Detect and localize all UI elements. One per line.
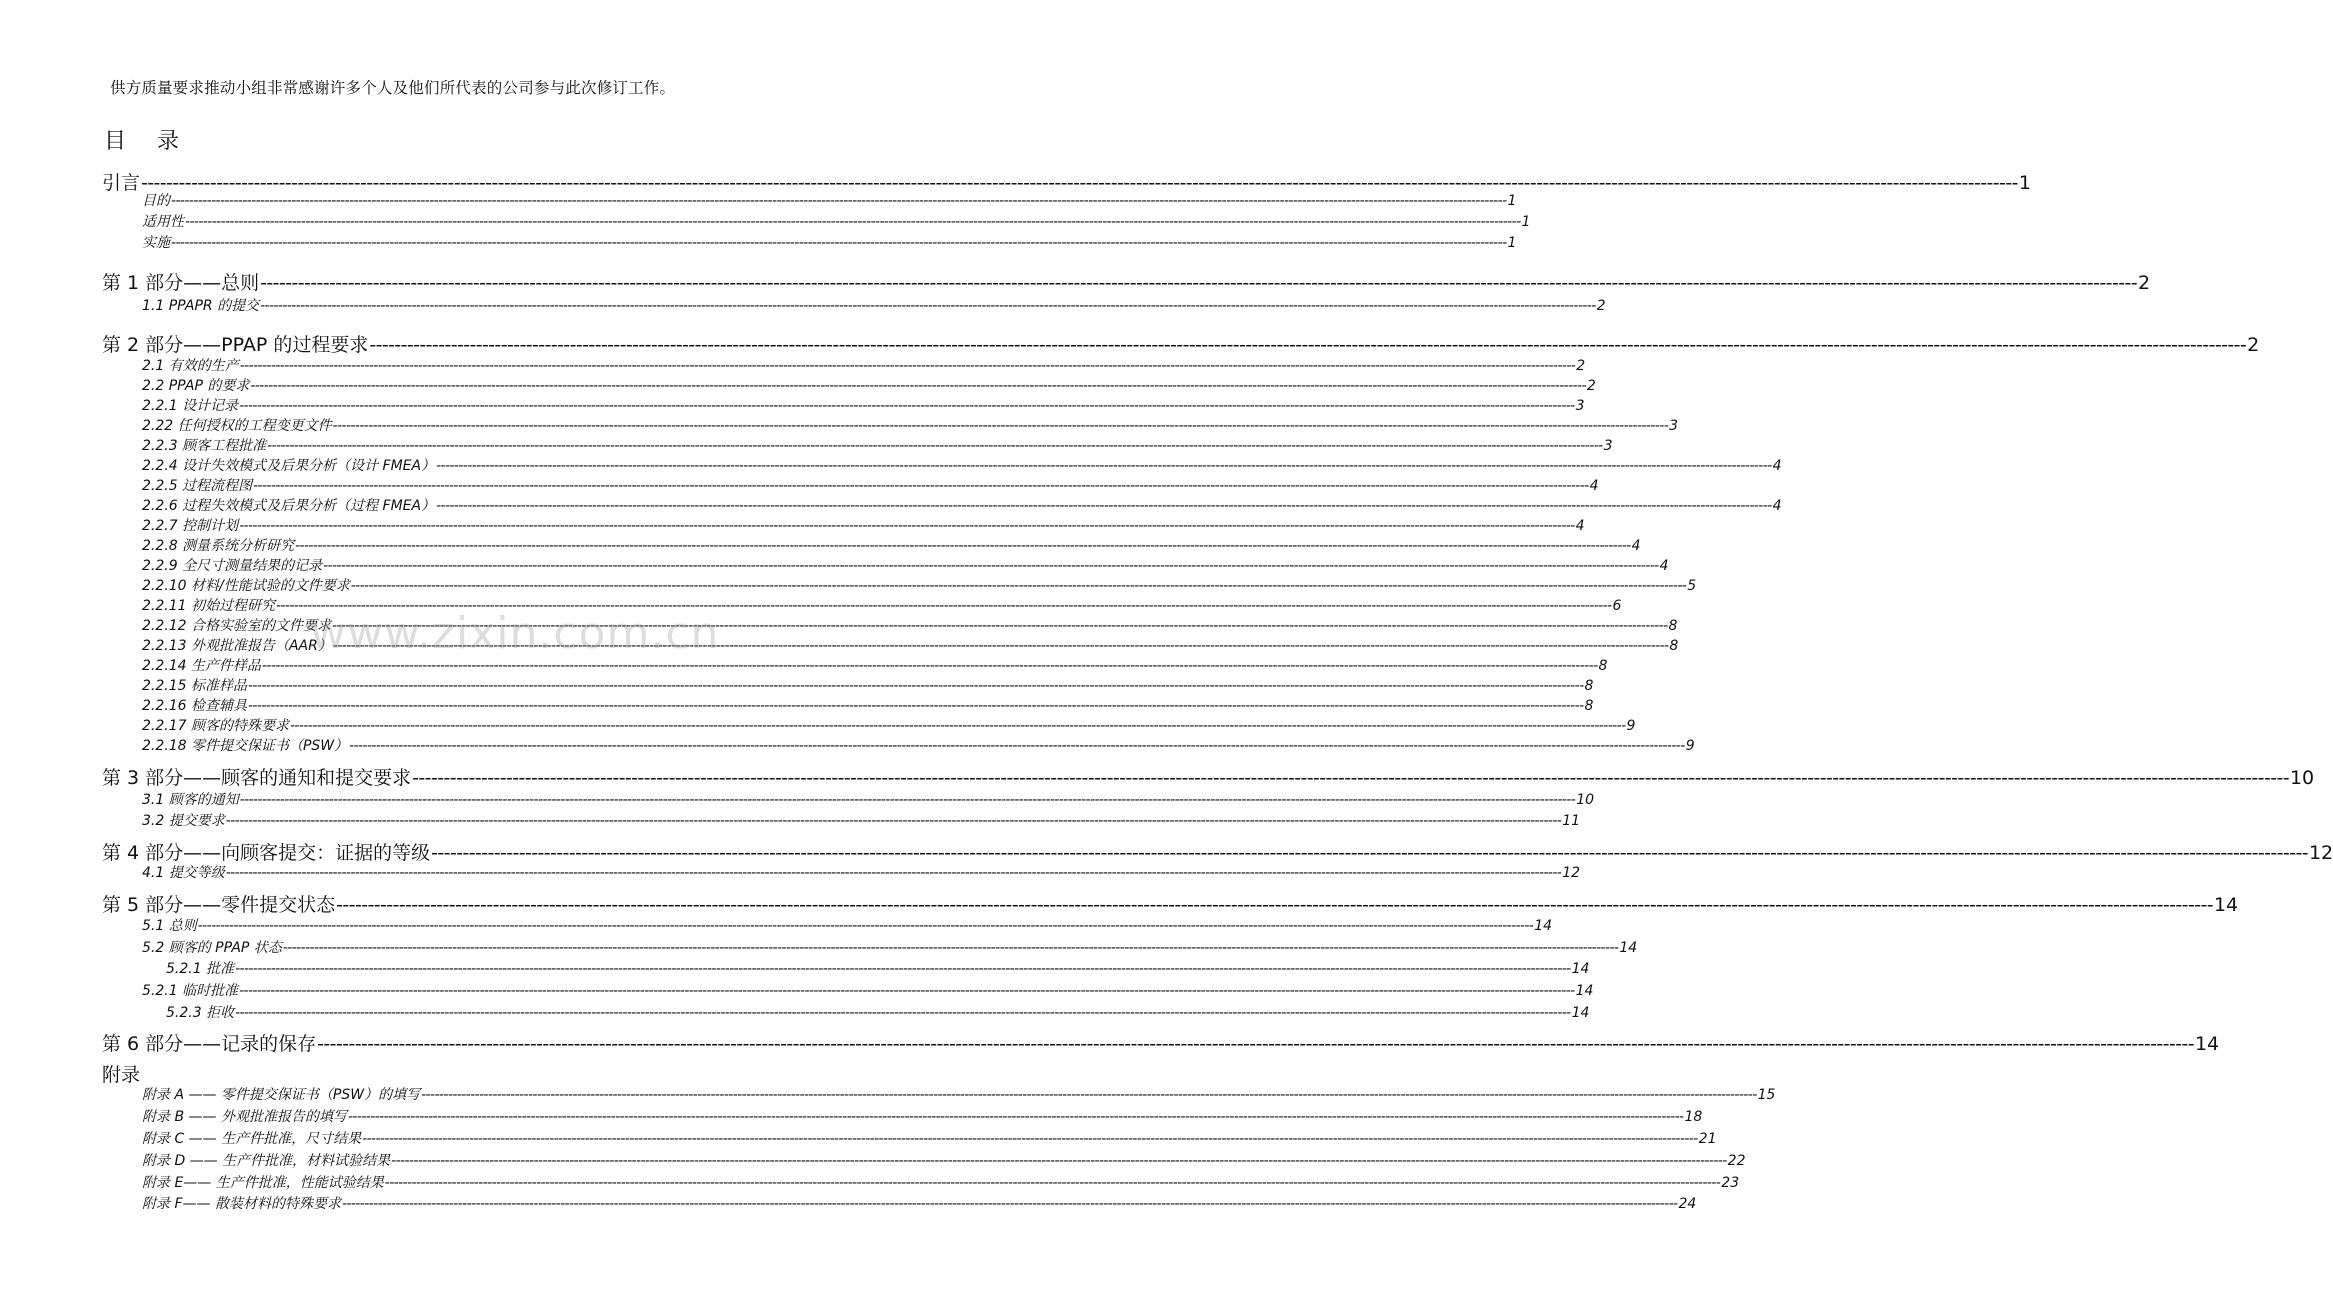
toc-leader-dashes: ------------------------------------------------------------------------------------------------------------------------------------------------------------------------------------------------------------------------------------------------------------------------------------------------------------ [261, 658, 1598, 674]
toc-chapter[interactable] [102, 838, 2333, 865]
toc-label: 3.1 顾客的通知 [142, 792, 239, 808]
toc-page-number: 8 [1598, 658, 1608, 674]
toc-leader-dashes: ------------------------------------------------------------------------------------------------------------------------------------------------------------------------------------------------------------------------------------------------------------------------------------------------------------ [171, 235, 1507, 251]
toc-leader-dashes: ------------------------------------------------------------------------------------------------------------------------------------------------------------------------------------------------------------------------------------------------------------------------------------------------------------ [332, 638, 1669, 654]
toc-appendix-heading[interactable] [102, 1060, 798, 1087]
toc-chapter[interactable] [102, 268, 2151, 295]
toc-leader-dashes: ------------------------------------------------------------------------------------------------------------------------------------------------------------------------------------------------------------------------------------------------------------------------------------------------------------ [185, 214, 1521, 230]
toc-leader-dashes: ------------------------------------------------------------------------------------------------------------------------------------------------------------------------------------------------------------------------------------------------------------------------------------------------------------ [349, 738, 1685, 754]
toc-page-number: 2 [2137, 272, 2151, 294]
toc-entry[interactable] [142, 232, 1517, 252]
toc-leader-dashes: ------------------------------------------------------------------------------------------------------------------------------------------------------------------------------------------------------------------------------------------------------------------------------------------------------------ [267, 438, 1603, 454]
toc-leader-dashes: ------------------------------------------------------------------------------------------------------------------------------------------------------------------------------------------------------------------------------------------------------------------------------------------------------------ [225, 865, 1562, 881]
toc-leader-dashes: ------------------------------------------------------------------------------------------------------------------------------------------------------------------------------------------------------------------------------------------------------------------------------------------------------------ [336, 894, 2213, 916]
toc-label: 5.2.1 临时批准 [142, 983, 239, 999]
toc-entry[interactable] [142, 555, 1669, 575]
toc-label: 第 1 部分——总则 [102, 272, 260, 294]
toc-label: 附录 E—— 生产件批准，性能试验结果 [142, 1175, 384, 1191]
toc-leader-dashes: ------------------------------------------------------------------------------------------------------------------------------------------------------------------------------------------------------------------------------------------------------------------------------------------------------------ [362, 1131, 1698, 1147]
toc-leader-dashes: ------------------------------------------------------------------------------------------------------------------------------------------------------------------------------------------------------------------------------------------------------------------------------------------------------------ [436, 498, 1772, 514]
toc-leader-dashes: ------------------------------------------------------------------------------------------------------------------------------------------------------------------------------------------------------------------------------------------------------------------------------------------------------------ [282, 940, 1619, 956]
toc-page-number: 3 [1603, 438, 1613, 454]
toc-label: 2.2.14 生产件样品 [142, 658, 261, 674]
toc-label: 5.2.3 拒收 [166, 1005, 235, 1021]
toc-leader-dashes: ------------------------------------------------------------------------------------------------------------------------------------------------------------------------------------------------------------------------------------------------------------------------------------------------------------ [197, 918, 1534, 934]
toc-page-number: 4 [1659, 558, 1669, 574]
toc-page-number: 8 [1668, 618, 1678, 634]
toc-entry[interactable] [142, 615, 1678, 635]
toc-label: 附录 B —— 外观批准报告的填写 [142, 1109, 347, 1125]
toc-page-number: 3 [1575, 398, 1585, 414]
toc-label: 1.1 PPAPR 的提交 [142, 298, 260, 314]
toc-page-number: 1 [1507, 235, 1517, 251]
toc-leader-dashes: ------------------------------------------------------------------------------------------------------------------------------------------------------------------------------------------------------------------------------------------------------------------------------------------------------------ [247, 698, 1584, 714]
toc-entry[interactable] [166, 958, 1590, 978]
toc-label: 2.2.10 材料/性能试验的文件要求 [142, 578, 350, 594]
toc-label: 2.22 任何授权的工程变更文件 [142, 418, 332, 434]
toc-label: 3.2 提交要求 [142, 813, 225, 829]
toc-entry[interactable] [142, 415, 1679, 435]
toc-page-number: 14 [1571, 1005, 1590, 1021]
toc-leader-dashes: ------------------------------------------------------------------------------------------------------------------------------------------------------------------------------------------------------------------------------------------------------------------------------------------------------------ [235, 961, 1571, 977]
toc-entry[interactable] [166, 1002, 1590, 1022]
toc-label: 附录 F—— 散装材料的特殊要求 [142, 1196, 341, 1212]
toc-entry[interactable] [142, 355, 1586, 375]
toc-page-number: 8 [1584, 678, 1594, 694]
toc-label: 附录 [102, 1064, 141, 1086]
toc-label: 引言 [102, 172, 141, 194]
toc-entry[interactable] [142, 475, 1599, 495]
toc-page-number: 12 [1562, 865, 1581, 881]
toc-label: 2.2.11 初始过程研究 [142, 598, 275, 614]
toc-chapter[interactable] [102, 1029, 2220, 1056]
toc-label: 2.2.6 过程失效模式及后果分析（过程 FMEA） [142, 498, 436, 514]
toc-leader-dashes: ------------------------------------------------------------------------------------------------------------------------------------------------------------------------------------------------------------------------------------------------------------------------------------------------------------ [247, 678, 1584, 694]
toc-leader-dashes: ------------------------------------------------------------------------------------------------------------------------------------------------------------------------------------------------------------------------------------------------------------------------------------------------------------ [347, 1109, 1684, 1125]
toc-page-number: 2 [1596, 298, 1606, 314]
toc-entry[interactable] [142, 862, 1581, 882]
toc-leader-dashes: ------------------------------------------------------------------------------------------------------------------------------------------------------------------------------------------------------------------------------------------------------------------------------------------------------------ [384, 1175, 1721, 1191]
toc-entry[interactable] [142, 655, 1608, 675]
toc-page-number: 14 [1575, 983, 1594, 999]
toc-label: 2.2.15 标准样品 [142, 678, 247, 694]
toc-label: 5.2.1 批准 [166, 961, 235, 977]
toc-page-number: 14 [1571, 961, 1590, 977]
toc-label: 2.2.4 设计失效模式及后果分析（设计 FMEA） [142, 458, 436, 474]
toc-label: 第 4 部分——向顾客提交：证据的等级 [102, 842, 431, 864]
toc-page-number: 2 [1576, 358, 1586, 374]
toc-leader-dashes: ------------------------------------------------------------------------------------------------------------------------------------------------------------------------------------------------------------------------------------------------------------------------------------------------------------ [436, 458, 1772, 474]
toc-page-number: 4 [1589, 478, 1599, 494]
toc-leader-dashes: ------------------------------------------------------------------------------------------------------------------------------------------------------------------------------------------------------------------------------------------------------------------------------------------------------------ [350, 578, 1687, 594]
toc-leader-dashes: ------------------------------------------------------------------------------------------------------------------------------------------------------------------------------------------------------------------------------------------------------------------------------------------------------------ [141, 172, 2018, 194]
toc-label: 2.2.9 全尺寸测量结果的记录 [142, 558, 323, 574]
toc-leader-dashes: ------------------------------------------------------------------------------------------------------------------------------------------------------------------------------------------------------------------------------------------------------------------------------------------------------------ [391, 1153, 1727, 1169]
toc-chapter[interactable] [102, 890, 2239, 917]
toc-leader-dashes: ------------------------------------------------------------------------------------------------------------------------------------------------------------------------------------------------------------------------------------------------------------------------------------------------------------ [239, 792, 1576, 808]
toc-leader-dashes: ------------------------------------------------------------------------------------------------------------------------------------------------------------------------------------------------------------------------------------------------------------------------------------------------------------ [239, 358, 1576, 374]
toc-label: 第 3 部分——顾客的通知和提交要求 [102, 767, 412, 789]
toc-label: 5.2 顾客的 PPAP 状态 [142, 940, 282, 956]
toc-label: 2.2.12 合格实验室的文件要求 [142, 618, 331, 634]
toc-label: 第 2 部分——PPAP 的过程要求 [102, 334, 369, 356]
toc-entry[interactable] [142, 810, 1581, 830]
toc-page-number: 22 [1727, 1153, 1746, 1169]
toc-page-number: 9 [1685, 738, 1695, 754]
toc-entry[interactable] [142, 937, 1638, 957]
toc-entry[interactable] [142, 455, 1782, 475]
toc-entry[interactable] [142, 715, 1636, 735]
toc-entry[interactable] [142, 1193, 1697, 1213]
toc-chapter[interactable] [102, 330, 2260, 357]
toc-entry[interactable] [142, 190, 1517, 210]
toc-chapter[interactable] [102, 763, 2315, 790]
toc-page-number: 14 [1534, 918, 1553, 934]
toc-page-number: 6 [1612, 598, 1622, 614]
toc-label: 2.2.1 设计记录 [142, 398, 239, 414]
toc-entry[interactable] [142, 395, 1585, 415]
toc-page-number: 18 [1684, 1109, 1703, 1125]
toc-page-number: 15 [1757, 1087, 1776, 1103]
toc-entry[interactable] [142, 1106, 1703, 1126]
toc-label: 附录 D —— 生产件批准，材料试验结果 [142, 1153, 391, 1169]
toc-label: 目的 [142, 193, 170, 209]
toc-leader-dashes: ------------------------------------------------------------------------------------------------------------------------------------------------------------------------------------------------------------------------------------------------------------------------------------------------------------ [412, 767, 2289, 789]
toc-entry[interactable] [142, 535, 1641, 555]
toc-entry[interactable] [142, 1084, 1776, 1104]
toc-leader-dashes: ------------------------------------------------------------------------------------------------------------------------------------------------------------------------------------------------------------------------------------------------------------------------------------------------------------ [331, 618, 1668, 634]
toc-entry[interactable] [142, 789, 1595, 809]
toc-page-number: 21 [1698, 1131, 1717, 1147]
toc-leader-dashes: ------------------------------------------------------------------------------------------------------------------------------------------------------------------------------------------------------------------------------------------------------------------------------------------------------------ [225, 813, 1562, 829]
toc-leader-dashes: ------------------------------------------------------------------------------------------------------------------------------------------------------------------------------------------------------------------------------------------------------------------------------------------------------------ [421, 1087, 1757, 1103]
toc-label: 2.2.17 顾客的特殊要求 [142, 718, 289, 734]
toc-entry[interactable] [142, 635, 1679, 655]
toc-leader-dashes: ------------------------------------------------------------------------------------------------------------------------------------------------------------------------------------------------------------------------------------------------------------------------------------------------------------ [253, 478, 1589, 494]
toc-page-number: 4 [1631, 538, 1641, 554]
toc-label: 第 6 部分——记录的保存 [102, 1033, 317, 1055]
toc-page-number: 2 [2247, 334, 2260, 356]
toc-page-number: 3 [1669, 418, 1679, 434]
toc-label: 附录 A —— 零件提交保证书（PSW）的填写 [142, 1087, 421, 1103]
toc-entry[interactable] [142, 1128, 1717, 1148]
toc-label: 2.2 PPAP 的要求 [142, 378, 250, 394]
toc-title: 目 录 [104, 129, 191, 154]
toc-leader-dashes: ------------------------------------------------------------------------------------------------------------------------------------------------------------------------------------------------------------------------------------------------------------------------------------------------------------ [323, 558, 1659, 574]
toc-entry[interactable] [142, 1172, 1740, 1192]
watermark: www.zixin.com.cn [310, 608, 720, 659]
toc-entry[interactable] [142, 515, 1585, 535]
toc-leader-dashes: ------------------------------------------------------------------------------------------------------------------------------------------------------------------------------------------------------------------------------------------------------------------------------------------------------------ [171, 193, 1507, 209]
toc-page-number: 2 [1586, 378, 1596, 394]
toc-label: 2.2.7 控制计划 [142, 518, 239, 534]
toc-page-number: 1 [2018, 172, 2031, 194]
toc-label: 实施 [142, 235, 170, 251]
toc-leader-dashes: ------------------------------------------------------------------------------------------------------------------------------------------------------------------------------------------------------------------------------------------------------------------------------------------------------------ [239, 398, 1575, 414]
toc-leader-dashes: ------------------------------------------------------------------------------------------------------------------------------------------------------------------------------------------------------------------------------------------------------------------------------------------------------------ [260, 272, 2137, 294]
toc-leader-dashes: ------------------------------------------------------------------------------------------------------------------------------------------------------------------------------------------------------------------------------------------------------------------------------------------------------------ [289, 718, 1626, 734]
toc-label: 2.2.8 测量系统分析研究 [142, 538, 295, 554]
toc-leader-dashes: ------------------------------------------------------------------------------------------------------------------------------------------------------------------------------------------------------------------------------------------------------------------------------------------------------------ [239, 983, 1575, 999]
toc-entry[interactable] [142, 675, 1594, 695]
toc-entry[interactable] [142, 1150, 1746, 1170]
toc-leader-dashes: ------------------------------------------------------------------------------------------------------------------------------------------------------------------------------------------------------------------------------------------------------------------------------------------------------------ [317, 1033, 2194, 1055]
toc-entry[interactable] [142, 695, 1594, 715]
toc-page-number: 10 [1576, 792, 1595, 808]
toc-entry[interactable] [142, 295, 1606, 315]
toc-page-number: 23 [1721, 1175, 1740, 1191]
toc-leader-dashes: ------------------------------------------------------------------------------------------------------------------------------------------------------------------------------------------------------------------------------------------------------------------------------------------------------------ [239, 518, 1575, 534]
toc-label: 2.2.5 过程流程图 [142, 478, 253, 494]
toc-entry[interactable] [142, 211, 1531, 231]
toc-page-number: 5 [1687, 578, 1697, 594]
toc-page-number: 14 [2194, 1033, 2220, 1055]
toc-page-number: 8 [1584, 698, 1594, 714]
toc-page-number: 14 [2213, 894, 2239, 916]
toc-page-number: 14 [1619, 940, 1638, 956]
toc-label: 4.1 提交等级 [142, 865, 225, 881]
toc-page-number: 10 [2289, 767, 2315, 789]
toc-label: 附录 C —— 生产件批准，尺寸结果 [142, 1131, 362, 1147]
toc-leader-dashes: ------------------------------------------------------------------------------------------------------------------------------------------------------------------------------------------------------------------------------------------------------------------------------------------------------------ [295, 538, 1631, 554]
toc-label: 2.2.3 顾客工程批准 [142, 438, 267, 454]
toc-page-number: 4 [1772, 458, 1782, 474]
toc-page-number: 8 [1669, 638, 1679, 654]
toc-label: 2.1 有效的生产 [142, 358, 239, 374]
toc-page-number: 24 [1678, 1196, 1697, 1212]
toc-leader-dashes: ------------------------------------------------------------------------------------------------------------------------------------------------------------------------------------------------------------------------------------------------------------------------------------------------------------ [250, 378, 1586, 394]
toc-leader-dashes: ------------------------------------------------------------------------------------------------------------------------------------------------------------------------------------------------------------------------------------------------------------------------------------------------------------ [235, 1005, 1571, 1021]
toc-page-number: 1 [1521, 214, 1531, 230]
toc-entry[interactable] [142, 915, 1553, 935]
toc-leader-dashes: ------------------------------------------------------------------------------------------------------------------------------------------------------------------------------------------------------------------------------------------------------------------------------------------------------------ [431, 842, 2308, 864]
toc-entry[interactable] [142, 735, 1695, 755]
toc-leader-dashes: ------------------------------------------------------------------------------------------------------------------------------------------------------------------------------------------------------------------------------------------------------------------------------------------------------------ [260, 298, 1596, 314]
intro-paragraph: 供方质量要求推动小组非常感谢许多个人及他们所代表的公司参与此次修订工作。 [110, 79, 676, 97]
toc-label: 2.2.16 检查辅具 [142, 698, 247, 714]
toc-label: 2.2.13 外观批准报告（AAR） [142, 638, 332, 654]
toc-label: 5.1 总则 [142, 918, 197, 934]
toc-entry[interactable] [142, 375, 1596, 395]
toc-page-number: 4 [1772, 498, 1782, 514]
toc-entry[interactable] [142, 435, 1613, 455]
toc-leader-dashes: ------------------------------------------------------------------------------------------------------------------------------------------------------------------------------------------------------------------------------------------------------------------------------------------------------------ [332, 418, 1669, 434]
toc-page-number: 1 [1507, 193, 1517, 209]
toc-page-number: 4 [1575, 518, 1585, 534]
toc-page-number: 11 [1562, 813, 1581, 829]
toc-entry[interactable] [142, 575, 1697, 595]
toc-entry[interactable] [142, 495, 1782, 515]
toc-entry[interactable] [142, 595, 1622, 615]
toc-label: 适用性 [142, 214, 184, 230]
toc-label: 第 5 部分——零件提交状态 [102, 894, 336, 916]
toc-page-number: 9 [1626, 718, 1636, 734]
toc-leader-dashes: ------------------------------------------------------------------------------------------------------------------------------------------------------------------------------------------------------------------------------------------------------------------------------------------------------------ [369, 334, 2247, 356]
toc-label: 2.2.18 零件提交保证书（PSW） [142, 738, 349, 754]
toc-page-number: 12 [2308, 842, 2333, 864]
toc-leader-dashes: ------------------------------------------------------------------------------------------------------------------------------------------------------------------------------------------------------------------------------------------------------------------------------------------------------------ [341, 1196, 1678, 1212]
toc-entry[interactable] [142, 980, 1594, 1000]
toc-leader-dashes: ------------------------------------------------------------------------------------------------------------------------------------------------------------------------------------------------------------------------------------------------------------------------------------------------------------ [275, 598, 1612, 614]
